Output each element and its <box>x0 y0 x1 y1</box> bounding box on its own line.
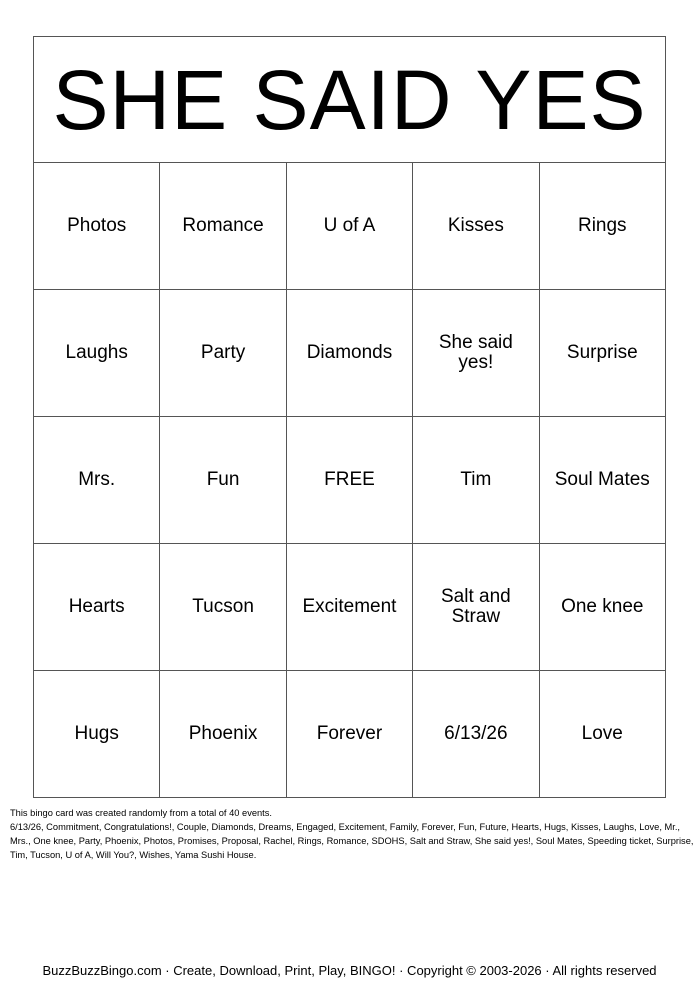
bingo-cell <box>160 417 286 544</box>
cell-label: Tim <box>460 469 492 490</box>
cell-label: Salt and Straw <box>440 586 511 627</box>
bingo-row-4 <box>34 544 666 671</box>
bingo-cell <box>413 544 539 671</box>
cell-label: 6/13/26 <box>444 723 508 744</box>
bingo-cell <box>160 544 286 671</box>
free-space-cell <box>286 417 412 544</box>
bingo-cell <box>286 671 412 798</box>
bingo-cell <box>286 163 412 290</box>
bingo-card <box>33 36 666 798</box>
bingo-row-2 <box>34 290 666 417</box>
bingo-cell <box>539 163 665 290</box>
bingo-cell <box>539 417 665 544</box>
cell-label: Rings <box>577 215 627 236</box>
cell-label: Laughs <box>65 342 128 363</box>
bingo-cell <box>34 290 160 417</box>
bingo-row-5 <box>34 671 666 798</box>
event-list: 6/13/26, Commitment, Congratulations!, Couple, Diamonds, Dreams, Engaged, Excitement, Family, Forever, Fun, Future, Hearts, Hugs, Kisses, Laughs, Love, Mr., Mrs., One knee, Party, Phoenix, Photos, Promises, Proposal, Rachel, Rings, Romance, SDOHS, Salt and Straw, She said yes!, Soul Mates, Speeding ticket, Surprise, Tim, Tucson, U of A, Will You?, Wishes, Yama Sushi House. <box>10 822 694 860</box>
bingo-cell <box>160 163 286 290</box>
cell-label: Surprise <box>566 342 638 363</box>
cell-label: Soul Mates <box>554 469 650 490</box>
bingo-cell <box>413 671 539 798</box>
cell-label: Diamonds <box>306 342 393 363</box>
cell-label: Fun <box>206 469 240 490</box>
bingo-cell <box>160 290 286 417</box>
cell-label: She said yes! <box>438 332 513 373</box>
cell-label: U of A <box>323 215 376 236</box>
cell-label: Forever <box>316 723 383 744</box>
cell-label: Party <box>200 342 246 363</box>
bingo-cell <box>34 671 160 798</box>
cell-label: Hugs <box>74 723 119 744</box>
bingo-cell <box>539 290 665 417</box>
bingo-cell <box>413 417 539 544</box>
bingo-cell <box>413 163 539 290</box>
card-info <box>10 806 695 862</box>
cell-label: Excitement <box>302 596 397 617</box>
bingo-row-1 <box>34 163 666 290</box>
cell-label: Romance <box>182 215 264 236</box>
bingo-cell <box>286 290 412 417</box>
generation-note: This bingo card was created randomly from a total of 40 events. <box>10 808 272 818</box>
cell-label: Tucson <box>192 596 254 617</box>
footer-copyright: BuzzBuzzBingo.com · Create, Download, Print, Play, BINGO! · Copyright © 2003-2026 · All rights reserved <box>42 963 657 978</box>
cell-label: Love <box>581 723 623 744</box>
bingo-cell <box>34 417 160 544</box>
bingo-cell <box>539 544 665 671</box>
card-title: SHE SAID YES <box>34 37 666 163</box>
bingo-cell <box>539 671 665 798</box>
bingo-cell <box>34 544 160 671</box>
cell-label: Kisses <box>447 215 504 236</box>
cell-label: Hearts <box>68 596 125 617</box>
cell-label: Phoenix <box>188 723 258 744</box>
cell-label: One knee <box>561 596 644 617</box>
bingo-cell <box>160 671 286 798</box>
bingo-cell <box>34 163 160 290</box>
bingo-cell <box>413 290 539 417</box>
bingo-cell <box>286 544 412 671</box>
title-row <box>34 37 666 163</box>
cell-label: Mrs. <box>78 469 116 490</box>
cell-label: FREE <box>324 469 375 490</box>
bingo-row-3 <box>34 417 666 544</box>
cell-label: Photos <box>67 215 127 236</box>
